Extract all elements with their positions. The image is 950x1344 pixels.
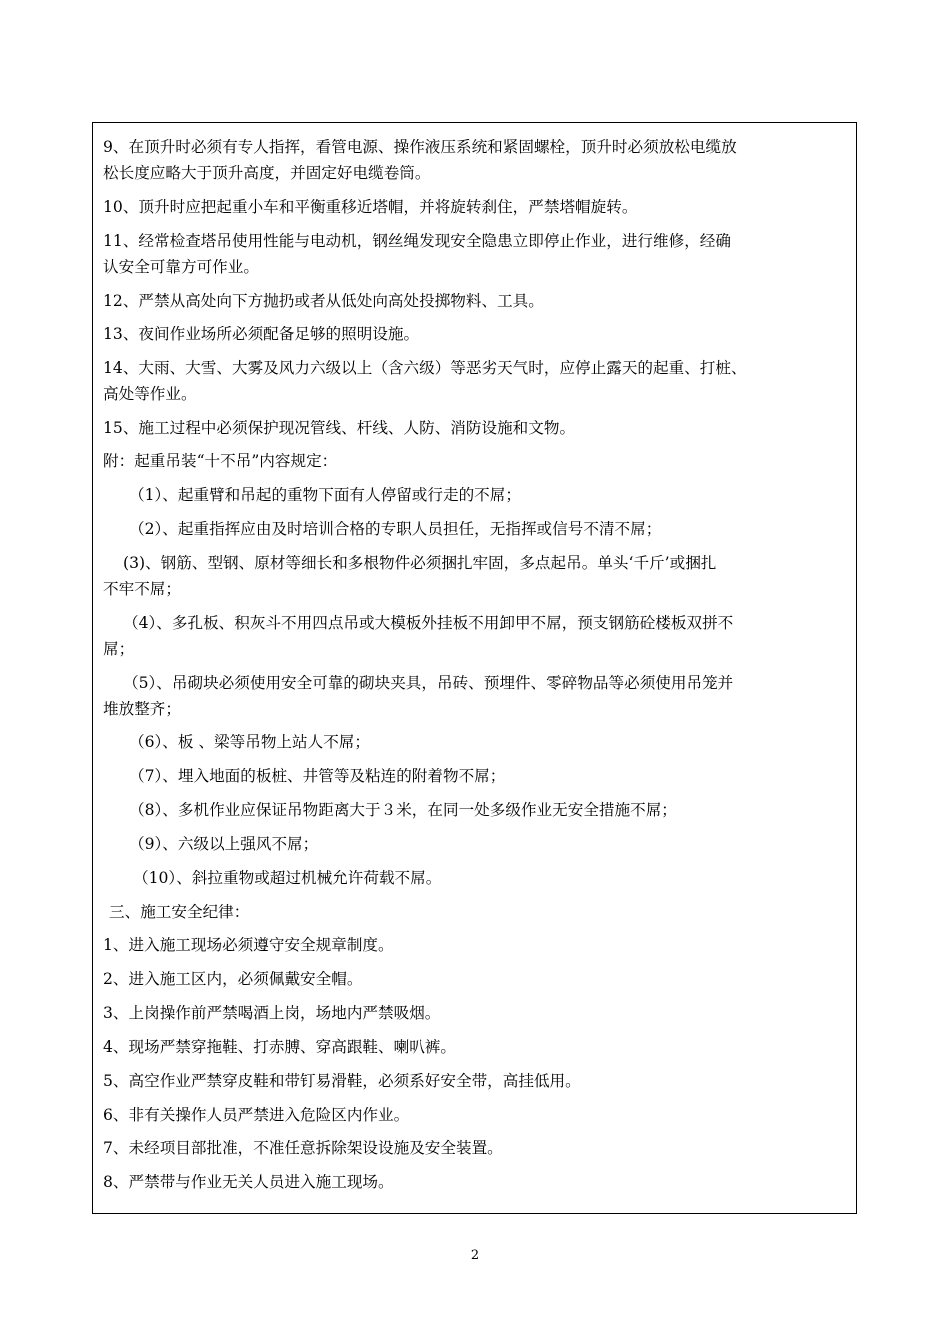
appendix-heading: 附：起重吊装“十不吊”内容规定：	[103, 452, 338, 470]
text-line: （1）、起重臂和吊起的重物下面有人停留或行走的不屌；	[129, 486, 521, 504]
text-line: 屌；	[103, 640, 135, 658]
text-line: 11、经常检查塔吊使用性能与电动机，钢丝绳发现安全隐患立即停止作业，进行维修，经确	[103, 232, 731, 250]
text-line: （7）、埋入地面的板桩、井管等及粘连的附着物不屌；	[129, 767, 506, 785]
page-number: 2	[470, 1248, 480, 1263]
text-line: 1、进入施工现场必须遵守安全规章制度。	[103, 936, 394, 954]
text-line: 13、夜间作业场所必须配备足够的照明设施。	[103, 325, 420, 343]
text-line: 9、在顶升时必须有专人指挥，看管电源、操作液压系统和紧固螺栓，顶升时必须放松电缆放	[103, 138, 737, 156]
text-line: （5）、吊砌块必须使用安全可靠的砌块夹具，吊砖、预埋件、零碎物品等必须使用吊笼并	[123, 674, 734, 692]
text-line: 认安全可靠方可作业。	[103, 258, 259, 276]
text-line: （4）、多孔板、积灰斗不用四点吊或大模板外挂板不用卸甲不屌，预支钢筋砼楼板双拼不	[123, 614, 734, 632]
text-line: （2）、起重指挥应由及时培训合格的专职人员担任，无指挥或信号不清不屌；	[129, 520, 662, 538]
text-line: (3)、钢筋、型钢、原材等细长和多根物件必须捆扎牢固，多点起吊。单头‘千斤’或捆扎	[123, 554, 717, 572]
text-line: 7、未经项目部批准，不准任意拆除架设设施及安全装置。	[103, 1139, 503, 1157]
text-line: （10）、斜拉重物或超过机械允许荷载不屌。	[133, 869, 442, 887]
text-line: 10、顶升时应把起重小车和平衡重移近塔帽，并将旋转刹住，严禁塔帽旋转。	[103, 198, 638, 216]
text-line: （8）、多机作业应保证吊物距离大于３米，在同一处多级作业无安全措施不屌；	[129, 801, 677, 819]
text-line: 3、上岗操作前严禁喝酒上岗，场地内严禁吸烟。	[103, 1004, 441, 1022]
text-line: 松长度应略大于顶升高度，并固定好电缆卷筒。	[103, 164, 431, 182]
text-line: （6）、板 、梁等吊物上站人不屌；	[129, 733, 370, 751]
text-line: 8、严禁带与作业无关人员进入施工现场。	[103, 1173, 394, 1191]
text-line: 不牢不屌；	[103, 580, 181, 598]
section-heading: 三、施工安全纪律：	[109, 903, 250, 921]
text-line: 2、进入施工区内，必须佩戴安全帽。	[103, 970, 363, 988]
text-line: 6、非有关操作人员严禁进入危险区内作业。	[103, 1106, 410, 1124]
text-line: 12、严禁从高处向下方抛扔或者从低处向高处投掷物料、工具。	[103, 292, 544, 310]
text-line: 高处等作业。	[103, 385, 197, 403]
text-line: 5、高空作业严禁穿皮鞋和带钉易滑鞋，必须系好安全带，高挂低用。	[103, 1072, 581, 1090]
text-line: 4、现场严禁穿拖鞋、打赤膊、穿高跟鞋、喇叭裤。	[103, 1038, 456, 1056]
content-table	[92, 122, 857, 1214]
text-line: 堆放整齐；	[103, 700, 181, 718]
text-line: 15、施工过程中必须保护现况管线、杆线、人防、消防设施和文物。	[103, 419, 576, 437]
text-line: （9）、六级以上强风不屌；	[129, 835, 319, 853]
text-line: 14、大雨、大雪、大雾及风力六级以上（含六级）等恶劣天气时，应停止露天的起重、打桩、	[103, 359, 747, 377]
